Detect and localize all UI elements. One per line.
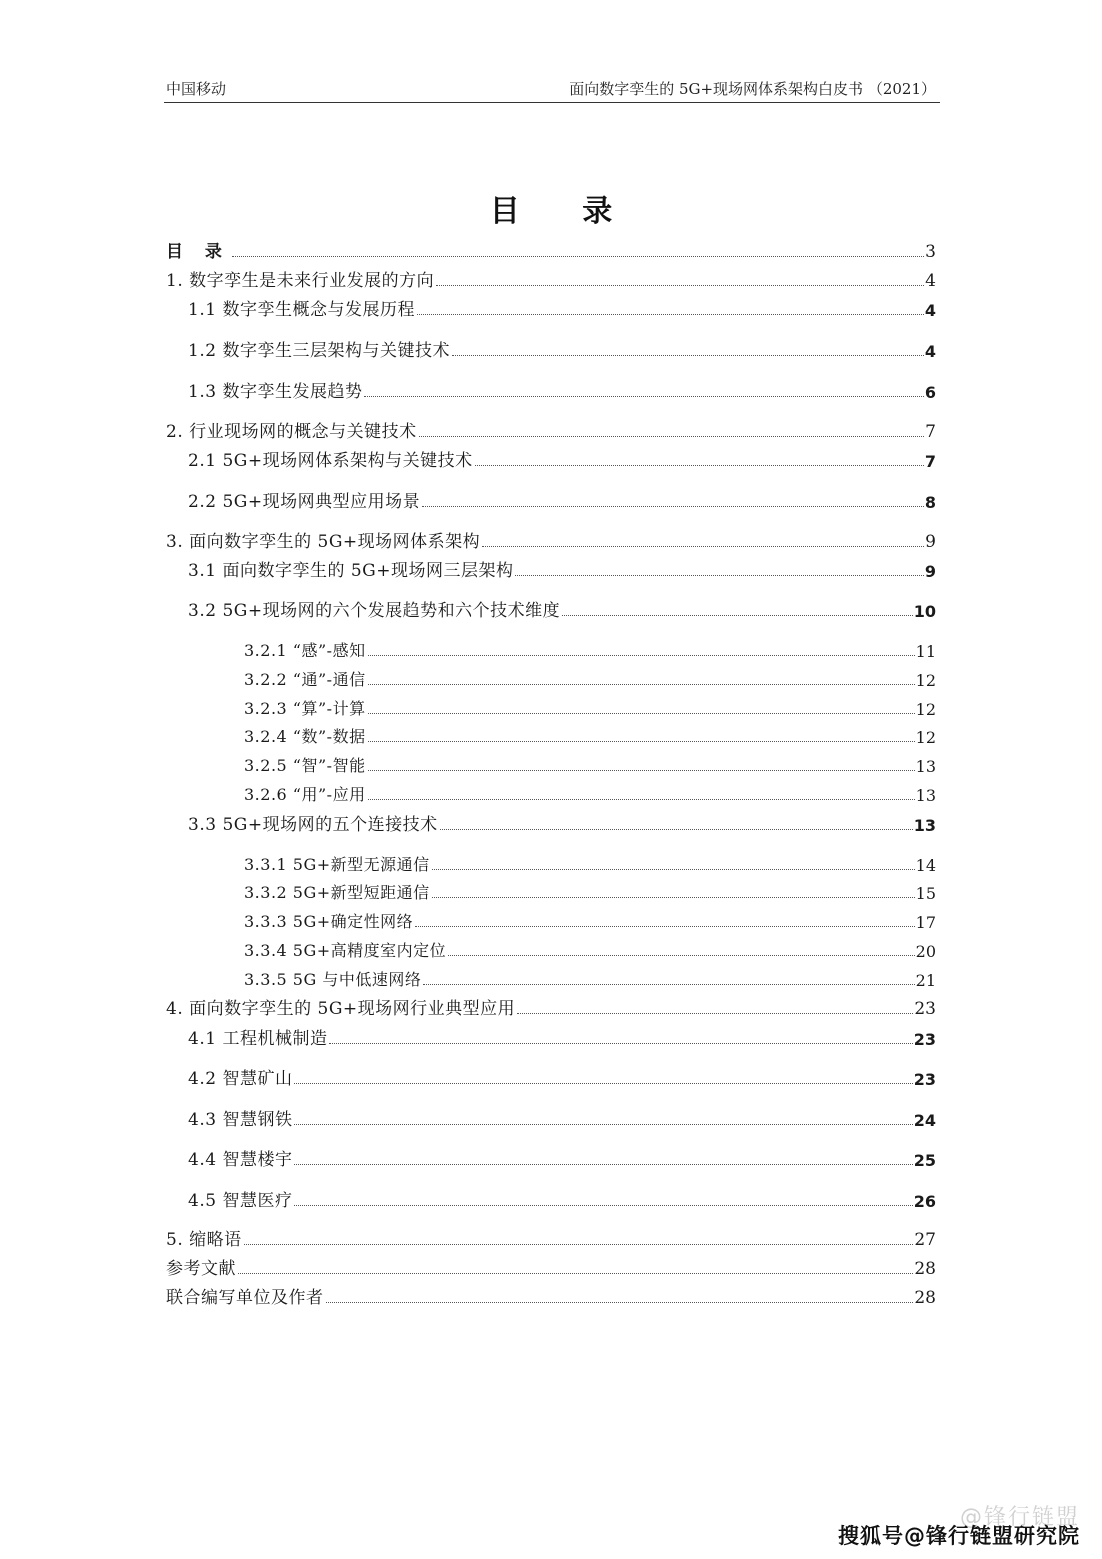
toc-entry[interactable] bbox=[188, 1148, 936, 1170]
toc-entry-label: 3. 面向数字孪生的 5G+现场网体系架构 bbox=[166, 532, 481, 552]
toc-entry[interactable] bbox=[244, 639, 936, 661]
toc-entry[interactable] bbox=[244, 853, 936, 875]
toc-entry[interactable] bbox=[188, 559, 936, 581]
toc-entry-page: 27 bbox=[914, 1230, 936, 1250]
header-left: 中国移动 bbox=[166, 80, 227, 98]
toc-entry-label: 1.2 数字孪生三层架构与关键技术 bbox=[188, 341, 450, 361]
toc-entry[interactable] bbox=[188, 1067, 936, 1089]
toc-entry[interactable] bbox=[188, 339, 936, 361]
toc-entry-label: 4.2 智慧矿山 bbox=[188, 1069, 293, 1089]
toc-leader bbox=[368, 799, 915, 800]
toc-entry-label: 3.2.3 “算”-计算 bbox=[244, 699, 366, 718]
toc-entry-label: 3.1 面向数字孪生的 5G+现场网三层架构 bbox=[188, 561, 514, 581]
toc-entry-page: 12 bbox=[915, 671, 936, 690]
toc-leader bbox=[232, 256, 924, 257]
toc-entry[interactable] bbox=[244, 668, 936, 690]
toc-leader bbox=[440, 829, 913, 830]
toc-entry-label: 1.3 数字孪生发展趋势 bbox=[188, 382, 363, 402]
watermark-faint: @锋行链盟 bbox=[959, 1505, 1080, 1530]
toc-entry[interactable] bbox=[244, 910, 936, 932]
toc-entry-label: 2.2 5G+现场网典型应用场景 bbox=[188, 492, 421, 512]
toc-entry-page: 8 bbox=[924, 493, 936, 512]
toc-entry[interactable] bbox=[166, 240, 936, 262]
toc-entry-label: 4.1 工程机械制造 bbox=[188, 1029, 328, 1049]
toc-entry[interactable] bbox=[188, 813, 936, 835]
toc-entry-page: 20 bbox=[915, 942, 936, 961]
toc-entry[interactable] bbox=[188, 599, 936, 621]
toc-leader bbox=[294, 1205, 912, 1206]
toc-entry-page: 9 bbox=[924, 562, 936, 581]
toc-leader bbox=[368, 770, 915, 771]
toc-entry-page: 14 bbox=[915, 856, 936, 875]
toc-entry[interactable] bbox=[188, 1189, 936, 1211]
toc-entry-label: 3.3.2 5G+新型短距通信 bbox=[244, 883, 430, 902]
toc-leader bbox=[368, 741, 915, 742]
toc-entry-label: 3.2.2 “通”-通信 bbox=[244, 670, 366, 689]
toc-entry-label: 3.3 5G+现场网的五个连接技术 bbox=[188, 815, 438, 835]
toc-entry-page: 21 bbox=[915, 971, 936, 990]
toc-entry-page: 12 bbox=[915, 700, 936, 719]
toc-entry-page: 28 bbox=[914, 1259, 936, 1279]
toc-entry-page: 17 bbox=[915, 913, 936, 932]
toc-entry-page: 24 bbox=[913, 1111, 936, 1130]
toc-entry[interactable] bbox=[244, 697, 936, 719]
toc-entry-page: 4 bbox=[924, 301, 936, 320]
toc-leader bbox=[515, 575, 923, 576]
toc-entry[interactable] bbox=[244, 783, 936, 805]
toc-entry-label: 3.3.3 5G+确定性网络 bbox=[244, 912, 414, 931]
toc-entry-label: 3.3.4 5G+高精度室内定位 bbox=[244, 941, 447, 960]
toc-leader bbox=[294, 1083, 912, 1084]
toc-leader bbox=[562, 615, 913, 616]
toc-entry-label: 1.1 数字孪生概念与发展历程 bbox=[188, 300, 415, 320]
toc-entry-page: 9 bbox=[925, 532, 936, 552]
toc-entry-label: 4.5 智慧医疗 bbox=[188, 1191, 293, 1211]
toc-entry[interactable] bbox=[244, 939, 936, 961]
toc-entry[interactable] bbox=[166, 1286, 936, 1308]
toc-entry[interactable] bbox=[166, 997, 936, 1019]
toc-entry-page: 11 bbox=[915, 642, 936, 661]
toc-leader bbox=[294, 1124, 912, 1125]
toc-entry-label: 3.3.1 5G+新型无源通信 bbox=[244, 855, 430, 874]
toc-leader bbox=[432, 897, 915, 898]
toc-entry[interactable] bbox=[244, 725, 936, 747]
toc-entry-label: 4. 面向数字孪生的 5G+现场网行业典型应用 bbox=[166, 999, 516, 1019]
toc-leader bbox=[423, 984, 914, 985]
toc-entry[interactable] bbox=[188, 1027, 936, 1049]
toc-entry-label: 4.3 智慧钢铁 bbox=[188, 1110, 293, 1130]
toc-entry-page: 12 bbox=[915, 728, 936, 747]
toc-leader bbox=[238, 1273, 913, 1274]
toc-entry-page: 13 bbox=[915, 757, 936, 776]
toc-entry-page: 7 bbox=[925, 422, 936, 442]
toc-entry-label: 3.2.5 “智”-智能 bbox=[244, 756, 366, 775]
toc-entry[interactable] bbox=[166, 530, 936, 552]
toc-entry-label: 联合编写单位及作者 bbox=[166, 1288, 324, 1308]
toc-entry-page: 3 bbox=[925, 242, 936, 262]
toc-entry-label: 参考文献 bbox=[166, 1259, 236, 1279]
toc-entry-page: 6 bbox=[924, 383, 936, 402]
toc-leader bbox=[368, 713, 915, 714]
toc-leader bbox=[436, 285, 924, 286]
toc-entry-page: 23 bbox=[914, 999, 936, 1019]
toc-entry-page: 4 bbox=[924, 342, 936, 361]
toc-entry-page: 28 bbox=[914, 1288, 936, 1308]
toc-entry-page: 25 bbox=[913, 1151, 936, 1170]
toc-leader bbox=[419, 436, 925, 437]
toc-entry[interactable] bbox=[166, 269, 936, 291]
toc-entry-label: 2. 行业现场网的概念与关键技术 bbox=[166, 422, 417, 442]
toc-entry[interactable] bbox=[166, 1228, 936, 1250]
toc-entry-label: 4.4 智慧楼宇 bbox=[188, 1150, 293, 1170]
toc-leader bbox=[452, 355, 924, 356]
toc-leader bbox=[517, 1013, 913, 1014]
toc-entry-page: 13 bbox=[913, 816, 936, 835]
toc-entry-label: 3.3.5 5G 与中低速网络 bbox=[244, 970, 422, 989]
toc-entry-label: 1. 数字孪生是未来行业发展的方向 bbox=[166, 271, 435, 291]
toc-entry[interactable] bbox=[244, 968, 936, 990]
toc-entry-label: 2.1 5G+现场网体系架构与关键技术 bbox=[188, 451, 473, 471]
toc-leader bbox=[294, 1164, 912, 1165]
toc-entry-label: 3.2 5G+现场网的六个发展趋势和六个技术维度 bbox=[188, 601, 561, 621]
toc-leader bbox=[415, 926, 914, 927]
toc-leader bbox=[417, 314, 924, 315]
toc-leader bbox=[329, 1043, 912, 1044]
page-title: 目 录 bbox=[489, 194, 639, 229]
toc-leader bbox=[432, 869, 915, 870]
toc-entry[interactable] bbox=[188, 490, 936, 512]
toc-entry-page: 26 bbox=[913, 1192, 936, 1211]
toc-leader bbox=[422, 506, 924, 507]
toc-entry[interactable] bbox=[188, 298, 936, 320]
toc-leader bbox=[326, 1302, 914, 1303]
toc-entry[interactable] bbox=[188, 449, 936, 471]
header-right: 面向数字孪生的 5G+现场网体系架构白皮书 （2021） bbox=[569, 80, 936, 98]
toc-entry[interactable] bbox=[166, 1257, 936, 1279]
toc-entry[interactable] bbox=[188, 1108, 936, 1130]
toc-leader bbox=[244, 1244, 914, 1245]
toc-entry-page: 13 bbox=[915, 786, 936, 805]
toc-entry[interactable] bbox=[166, 420, 936, 442]
toc-entry[interactable] bbox=[188, 380, 936, 402]
toc-entry[interactable] bbox=[244, 881, 936, 903]
watermark: 搜狐号@锋行链盟研究院 bbox=[838, 1524, 1080, 1548]
toc-leader bbox=[364, 396, 923, 397]
toc-entry-page: 4 bbox=[925, 271, 936, 291]
toc-entry-label: 3.2.6 “用”-应用 bbox=[244, 785, 366, 804]
toc-entry-label: 目 录 bbox=[166, 242, 230, 262]
toc-entry-page: 10 bbox=[913, 602, 936, 621]
toc-entry-label: 5. 缩略语 bbox=[166, 1230, 242, 1250]
toc-leader bbox=[448, 955, 914, 956]
toc-leader bbox=[482, 546, 924, 547]
toc-entry-page: 7 bbox=[924, 452, 936, 471]
toc-entry-page: 23 bbox=[913, 1030, 936, 1049]
toc-entry[interactable] bbox=[244, 754, 936, 776]
toc-entry-label: 3.2.1 “感”-感知 bbox=[244, 641, 366, 660]
toc-entry-page: 23 bbox=[913, 1070, 936, 1089]
toc-leader bbox=[368, 655, 915, 656]
toc-entry-page: 15 bbox=[915, 884, 936, 903]
toc-leader bbox=[475, 465, 924, 466]
toc-leader bbox=[368, 684, 915, 685]
toc-entry-label: 3.2.4 “数”-数据 bbox=[244, 727, 366, 746]
